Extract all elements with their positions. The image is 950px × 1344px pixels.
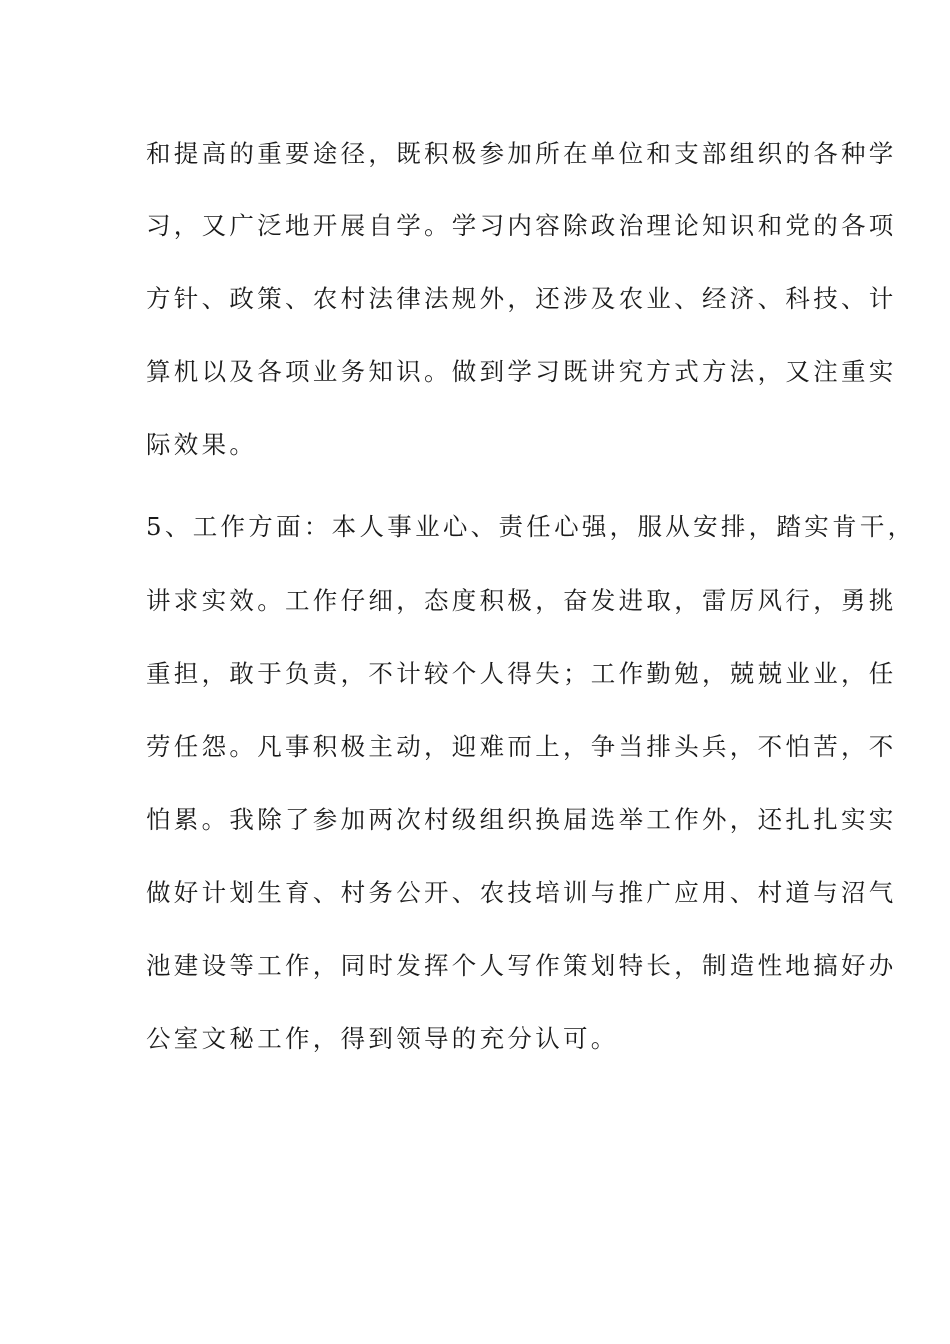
text-line: 池建设等工作，同时发挥个人写作策划特长，制造性地搞好办	[146, 951, 897, 980]
section-heading-line: 5、工作方面：本人事业心、责任心强，服从安排，踏实肯干，	[146, 512, 916, 541]
text-line: 重担，敢于负责，不计较个人得失；工作勤勉，兢兢业业，任	[146, 659, 897, 688]
text-line: 际效果。	[146, 430, 258, 459]
text-line: 和提高的重要途径，既积极参加所在单位和支部组织的各种学	[146, 139, 897, 168]
text-line: 讲求实效。工作仔细，态度积极，奋发进取，雷厉风行，勇挑	[146, 586, 897, 615]
text-line: 劳任怨。凡事积极主动，迎难而上，争当排头兵，不怕苦，不	[146, 732, 897, 761]
text-line: 算机以及各项业务知识。做到学习既讲究方式方法，又注重实	[146, 357, 897, 386]
text-line: 公室文秘工作，得到领导的充分认可。	[146, 1024, 619, 1053]
text-line: 方针、政策、农村法律法规外，还涉及农业、经济、科技、计	[146, 284, 897, 313]
text-line: 习，又广泛地开展自学。学习内容除政治理论知识和党的各项	[146, 211, 897, 240]
text-line: 做好计划生育、村务公开、农技培训与推广应用、村道与沼气	[146, 878, 897, 907]
text-line: 怕累。我除了参加两次村级组织换届选举工作外，还扎扎实实	[146, 805, 897, 834]
